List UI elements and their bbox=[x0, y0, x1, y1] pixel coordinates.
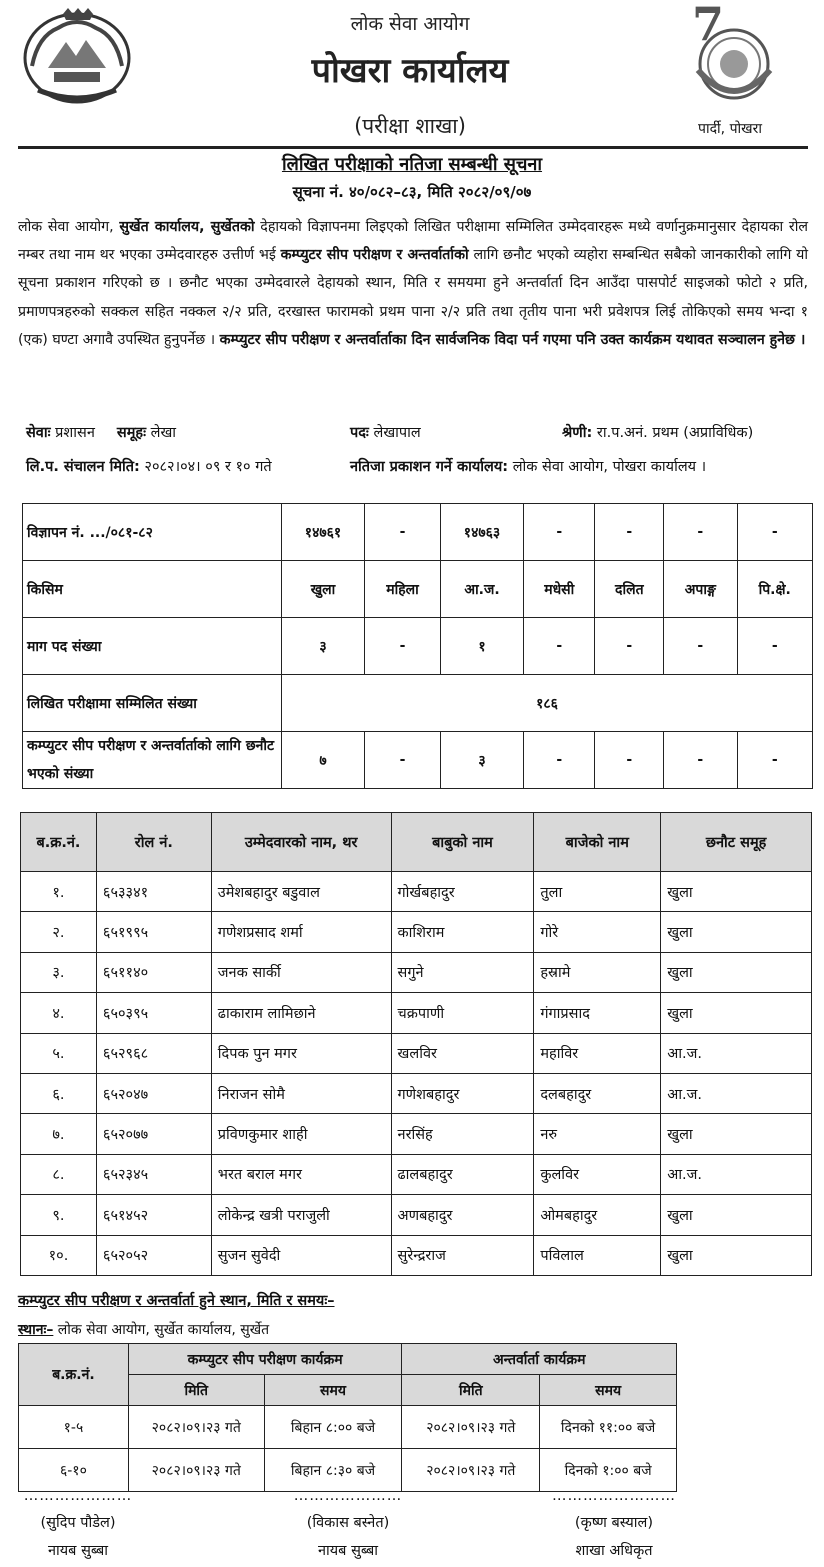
exam-date-label: लि.प. संचालन मिति: bbox=[26, 459, 140, 475]
table-cell: ओमबहादुर bbox=[534, 1195, 661, 1235]
table-row bbox=[21, 1033, 812, 1073]
exam-date-value: २०८२।०४। ०९ र १० गते bbox=[139, 459, 272, 475]
table-row bbox=[23, 732, 813, 789]
body-holiday-note: कम्प्युटर सीप परीक्षण र अन्तर्वार्ताका दिन सार्वजनिक विदा पर्न गएमा पनि उक्त कार्यक्रम यथावत सञ्चालन हुनेछ । bbox=[219, 331, 806, 348]
service-label: सेवाः bbox=[26, 425, 51, 441]
table-cell: - bbox=[524, 504, 595, 561]
table-cell: - bbox=[664, 618, 737, 675]
signature-line: ………………… bbox=[293, 1488, 403, 1504]
group-label: समूहः bbox=[116, 425, 146, 441]
table-cell: १४७६३ bbox=[441, 504, 524, 561]
table-cell: प्रविणकुमार शाही bbox=[211, 1114, 391, 1154]
table-cell: - bbox=[737, 732, 813, 789]
column-header: ब.क्र.नं. bbox=[21, 813, 97, 872]
logo-caption: पार्दी, पोखरा bbox=[698, 121, 762, 137]
office-name: पोखरा कार्यालय bbox=[311, 51, 509, 91]
post-value: लेखापाल bbox=[368, 425, 421, 441]
table-cell: मधेसी bbox=[524, 561, 595, 618]
table-row bbox=[21, 952, 812, 992]
table-cell: बिहान ८:०० बजे bbox=[264, 1406, 402, 1449]
table-cell: १. bbox=[21, 872, 97, 912]
row-label: लिखित परीक्षामा सम्मिलित संख्या bbox=[23, 675, 282, 732]
table-cell: सगुने bbox=[391, 952, 534, 992]
post-info bbox=[350, 422, 421, 442]
table-cell: सुजन सुवेदी bbox=[211, 1235, 391, 1275]
table-cell: ७ bbox=[282, 732, 365, 789]
table-cell: ९. bbox=[21, 1195, 97, 1235]
header-divider bbox=[18, 146, 808, 149]
table-cell: महिला bbox=[365, 561, 441, 618]
table-cell: ८. bbox=[21, 1154, 97, 1194]
location-label: स्थानः– bbox=[18, 1322, 54, 1338]
service-info bbox=[26, 422, 176, 442]
table-cell: - bbox=[365, 732, 441, 789]
signature-block bbox=[248, 1488, 448, 1560]
column-header: छनौट समूह bbox=[661, 813, 812, 872]
service-value: प्रशासन bbox=[50, 425, 95, 441]
class-label: श्रेणी: bbox=[562, 425, 593, 441]
table-cell: आ.ज. bbox=[661, 1154, 812, 1194]
75-years-logo-icon bbox=[684, 0, 774, 112]
table-cell: पविलाल bbox=[534, 1235, 661, 1275]
table-cell: दलित bbox=[595, 561, 664, 618]
table-cell: कुलविर bbox=[534, 1154, 661, 1194]
signatory-name: (कृष्ण बस्याल) bbox=[574, 1515, 654, 1531]
table-cell: खुला bbox=[661, 912, 812, 952]
table-cell: गोर्खबहादुर bbox=[391, 872, 534, 912]
letterhead bbox=[0, 0, 824, 146]
table-cell: हस्रामे bbox=[534, 952, 661, 992]
table-cell: गोरे bbox=[534, 912, 661, 952]
table-cell: ६५०३९५ bbox=[96, 993, 211, 1033]
signatory-name: (सुदिप पौडेल) bbox=[40, 1515, 116, 1531]
table-cell: ६५३३४१ bbox=[96, 872, 211, 912]
body-text: लागि छनौट भएको व्यहोरा सम्बन्धित सबैको जानकारीको लागि यो सूचना प्रकाशन गरिएको छ । छनौट भएका उम्मेदवारले देहायको स्थान, मिति र समयमा हुने अन्तर्वार्ता दिन आउँदा पासपोर्ट साइजको फोटो २ प्रति, प्रमाणपत्रहरुको सक्कल सहित नक्कल २/२ प्रति, दरखास्त फारामको प्रथम पाना २/२ प्रति तथा तृतीय पाना भरी प्रवेशपत्र लिई तोकिएको समय भन्दा १ (एक) घण्टा अगावै उपस्थित हुनुपर्नेछ । bbox=[18, 247, 808, 348]
signature-block bbox=[0, 1488, 178, 1560]
signature-line: ………………… bbox=[23, 1488, 133, 1504]
table-cell: ३ bbox=[282, 618, 365, 675]
table-cell: - bbox=[664, 504, 737, 561]
table-cell: दिनको ११:०० बजे bbox=[540, 1406, 677, 1449]
table-cell: - bbox=[595, 504, 664, 561]
table-cell: खुला bbox=[661, 1195, 812, 1235]
column-header: बाबुको नाम bbox=[391, 813, 534, 872]
table-cell: लोकेन्द्र खत्री पराजुली bbox=[211, 1195, 391, 1235]
table-cell: - bbox=[524, 618, 595, 675]
signatory-title: नायब सुब्बा bbox=[47, 1543, 109, 1559]
table-cell: बिहान ८:३० बजे bbox=[264, 1449, 402, 1492]
table-cell: ७. bbox=[21, 1114, 97, 1154]
column-header: ब.क्र.नं. bbox=[19, 1344, 129, 1406]
notice-body bbox=[18, 213, 808, 354]
publishing-office-info bbox=[350, 456, 706, 476]
column-header: समय bbox=[264, 1375, 402, 1406]
row-label: कम्प्युटर सीप परीक्षण र अन्तर्वार्ताको लागि छनौट भएको संख्या bbox=[23, 732, 282, 789]
table-cell: आ.ज. bbox=[661, 1073, 812, 1113]
table-row bbox=[19, 1449, 677, 1492]
table-row bbox=[23, 675, 813, 732]
table-row bbox=[23, 618, 813, 675]
table-cell: खुला bbox=[661, 872, 812, 912]
table-row bbox=[21, 872, 812, 912]
svg-text:7: 7 bbox=[692, 0, 725, 51]
table-cell: गणेशप्रसाद शर्मा bbox=[211, 912, 391, 952]
table-header-row bbox=[21, 813, 812, 872]
table-cell: निराजन सोमै bbox=[211, 1073, 391, 1113]
table-cell: नरसिंह bbox=[391, 1114, 534, 1154]
column-header: उम्मेदवारको नाम, थर bbox=[211, 813, 391, 872]
results-table bbox=[20, 812, 812, 1276]
exam-date-info bbox=[26, 456, 272, 476]
body-text: देहायको विज्ञापनमा लिइएको लिखित परीक्षामा सम्मिलित उम्मेदवारहरू मध्ये वर्णानुक्रमानुसार देहायका रोल नम्बर तथा नाम थर भएका उम्मेदवारहरु उत्तीर्ण भई bbox=[18, 219, 809, 264]
table-row bbox=[23, 504, 813, 561]
body-text: लोक सेवा आयोग, bbox=[18, 219, 120, 235]
table-cell: १०. bbox=[21, 1235, 97, 1275]
table-cell: खुला bbox=[661, 1114, 812, 1154]
table-cell: नरु bbox=[534, 1114, 661, 1154]
post-label: पदः bbox=[350, 425, 369, 441]
table-cell: ३. bbox=[21, 952, 97, 992]
signature-line: …………………… bbox=[552, 1488, 676, 1504]
column-header: बाजेको नाम bbox=[534, 813, 661, 872]
table-cell: ६५११४० bbox=[96, 952, 211, 992]
table-cell: ढाकाराम लामिछाने bbox=[211, 993, 391, 1033]
table-row bbox=[19, 1406, 677, 1449]
table-row bbox=[21, 1073, 812, 1113]
signatory-title: शाखा अधिकृत bbox=[575, 1543, 653, 1559]
table-cell: ४. bbox=[21, 993, 97, 1033]
class-info bbox=[562, 422, 753, 442]
table-cell: दिपक पुन मगर bbox=[211, 1033, 391, 1073]
publishing-office-value: लोक सेवा आयोग, पोखरा कार्यालय । bbox=[508, 459, 707, 475]
table-cell: काशिराम bbox=[391, 912, 534, 952]
commission-name: लोक सेवा आयोग bbox=[350, 13, 470, 35]
table-row bbox=[21, 912, 812, 952]
table-cell: १८६ bbox=[282, 675, 813, 732]
table-cell: ६५२३४५ bbox=[96, 1154, 211, 1194]
column-group-header: कम्प्युटर सीप परीक्षण कार्यक्रम bbox=[128, 1344, 402, 1375]
location-line bbox=[18, 1320, 269, 1339]
class-value: रा.प.अनं. प्रथम (अप्राविधिक) bbox=[592, 425, 754, 441]
table-cell: ६५२०७७ bbox=[96, 1114, 211, 1154]
table-cell: उमेशबहादुर बडुवाल bbox=[211, 872, 391, 912]
table-row bbox=[21, 993, 812, 1033]
table-cell: - bbox=[365, 618, 441, 675]
row-label: माग पद संख्या bbox=[23, 618, 282, 675]
table-cell: ६. bbox=[21, 1073, 97, 1113]
table-cell: भरत बराल मगर bbox=[211, 1154, 391, 1194]
table-cell: तुला bbox=[534, 872, 661, 912]
column-header: मिति bbox=[128, 1375, 264, 1406]
row-label: किसिम bbox=[23, 561, 282, 618]
vacancy-summary-table bbox=[22, 503, 813, 789]
table-cell: अपाङ्ग bbox=[664, 561, 737, 618]
table-header-row bbox=[19, 1344, 677, 1375]
table-cell: अणबहादुर bbox=[391, 1195, 534, 1235]
column-header: मिति bbox=[402, 1375, 540, 1406]
table-cell: आ.ज. bbox=[441, 561, 524, 618]
table-cell: - bbox=[737, 618, 813, 675]
table-cell: जनक सार्की bbox=[211, 952, 391, 992]
table-cell: खुला bbox=[661, 1235, 812, 1275]
table-cell: १ bbox=[441, 618, 524, 675]
signature-block bbox=[514, 1488, 714, 1560]
table-cell: आ.ज. bbox=[661, 1033, 812, 1073]
table-row bbox=[23, 561, 813, 618]
table-cell: ६५२०५२ bbox=[96, 1235, 211, 1275]
group-value: लेखा bbox=[146, 425, 177, 441]
table-cell: सुरेन्द्रराज bbox=[391, 1235, 534, 1275]
table-cell: २०८२।०९।२३ गते bbox=[402, 1449, 540, 1492]
table-cell: चक्रपाणी bbox=[391, 993, 534, 1033]
row-label: विज्ञापन नं. .../०८१-८२ bbox=[23, 504, 282, 561]
table-cell: १४७६१ bbox=[282, 504, 365, 561]
location-value: लोक सेवा आयोग, सुर्खेत कार्यालय, सुर्खेत bbox=[53, 1322, 270, 1338]
table-cell: गणेशबहादुर bbox=[391, 1073, 534, 1113]
schedule-title: कम्प्युटर सीप परीक्षण र अन्तर्वार्ता हुने स्थान, मिति र समयः– bbox=[18, 1293, 335, 1309]
table-cell: दलबहादुर bbox=[534, 1073, 661, 1113]
notice-title: लिखित परीक्षाको नतिजा सम्बन्धी सूचना bbox=[281, 154, 543, 175]
table-cell: १-५ bbox=[19, 1406, 129, 1449]
table-cell: खुला bbox=[661, 952, 812, 992]
table-cell: ढालबहादुर bbox=[391, 1154, 534, 1194]
table-cell: - bbox=[524, 732, 595, 789]
signatory-name: (विकास बस्नेत) bbox=[306, 1515, 390, 1531]
branch-name: (परीक्षा शाखा) bbox=[354, 114, 466, 138]
table-cell: ६५१९९५ bbox=[96, 912, 211, 952]
table-cell: - bbox=[595, 618, 664, 675]
table-cell: - bbox=[595, 732, 664, 789]
table-cell: - bbox=[365, 504, 441, 561]
table-cell: २०८२।०९।२३ गते bbox=[128, 1449, 264, 1492]
body-office: सुर्खेत कार्यालय, सुर्खेतको bbox=[119, 219, 255, 235]
results-body bbox=[21, 872, 812, 1276]
table-cell: खलविर bbox=[391, 1033, 534, 1073]
table-row bbox=[21, 1114, 812, 1154]
table-row bbox=[21, 1195, 812, 1235]
table-cell: खुला bbox=[661, 993, 812, 1033]
publishing-office-label: नतिजा प्रकाशन गर्ने कार्यालय: bbox=[350, 459, 509, 475]
table-cell: २०८२।०९।२३ गते bbox=[402, 1406, 540, 1449]
nepal-emblem-icon bbox=[18, 6, 136, 106]
notice-number-date: सूचना नं. ४०/०८२–८३, मिति २०८२/०९/०७ bbox=[292, 183, 532, 201]
table-cell: ६५१४५२ bbox=[96, 1195, 211, 1235]
body-purpose: कम्प्युटर सीप परीक्षण र अन्तर्वार्ताको bbox=[280, 247, 469, 264]
table-cell: पि.क्षे. bbox=[737, 561, 813, 618]
column-group-header: अन्तर्वार्ता कार्यक्रम bbox=[402, 1344, 677, 1375]
table-cell: गंगाप्रसाद bbox=[534, 993, 661, 1033]
table-cell: २०८२।०९।२३ गते bbox=[128, 1406, 264, 1449]
table-cell: ५. bbox=[21, 1033, 97, 1073]
signatory-title: नायब सुब्बा bbox=[317, 1543, 379, 1559]
table-cell: महाविर bbox=[534, 1033, 661, 1073]
table-cell: ३ bbox=[441, 732, 524, 789]
table-cell: दिनको १:०० बजे bbox=[540, 1449, 677, 1492]
table-cell: ६-१० bbox=[19, 1449, 129, 1492]
table-cell: २. bbox=[21, 912, 97, 952]
table-cell: ६५२९६८ bbox=[96, 1033, 211, 1073]
table-cell: - bbox=[737, 504, 813, 561]
table-cell: खुला bbox=[282, 561, 365, 618]
table-row bbox=[21, 1235, 812, 1275]
column-header: समय bbox=[540, 1375, 677, 1406]
schedule-table bbox=[18, 1343, 677, 1492]
table-row bbox=[21, 1154, 812, 1194]
table-cell: - bbox=[664, 732, 737, 789]
column-header: रोल नं. bbox=[96, 813, 211, 872]
table-cell: ६५२०४७ bbox=[96, 1073, 211, 1113]
